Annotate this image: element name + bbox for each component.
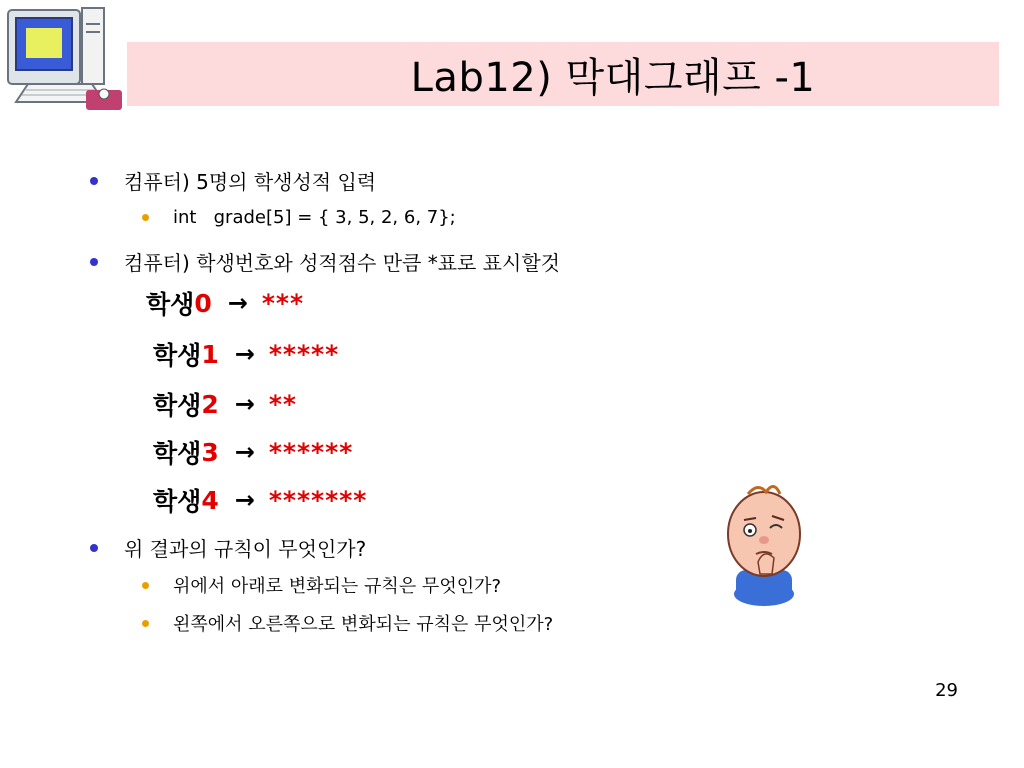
student-index: 4 (201, 485, 219, 515)
star-bar: ****** (268, 437, 354, 467)
student-index: 2 (201, 389, 219, 419)
bullet-text: 위 결과의 규칙이 무엇인가? (124, 537, 367, 561)
star-bar: ** (268, 389, 297, 419)
bullet-item-2 (90, 247, 560, 276)
arrow-right-icon: → (227, 289, 248, 317)
bullet-dot-icon (90, 258, 98, 266)
page-number: 29 (935, 680, 958, 701)
arrow-right-icon: → (234, 486, 255, 514)
student-row (153, 336, 339, 372)
student-row (153, 482, 367, 518)
student-row (146, 285, 304, 321)
title-bar (127, 42, 999, 106)
student-row (153, 386, 297, 422)
star-bar: ***** (268, 339, 340, 369)
bullet-dot-icon (90, 177, 98, 185)
arrow-right-icon: → (234, 340, 255, 368)
star-bar: ******* (268, 485, 368, 515)
star-bar: *** (261, 288, 305, 318)
student-label: 학생 (153, 487, 202, 516)
bullet-item-1 (90, 166, 376, 195)
computer-clipart-icon (4, 4, 124, 110)
thinking-boy-clipart (718, 478, 810, 608)
bullet-text: 위에서 아래로 변화되는 규칙은 무엇인가? (173, 576, 502, 597)
grade-array-code: int grade[5] = { 3, 5, 2, 6, 7}; (173, 207, 456, 228)
student-label: 학생 (153, 439, 202, 468)
student-label: 학생 (146, 290, 195, 319)
student-label: 학생 (153, 341, 202, 370)
student-index: 1 (201, 339, 219, 369)
bullet-dot-icon (90, 544, 98, 552)
student-label: 학생 (153, 391, 202, 420)
bullet-dot-icon (142, 582, 149, 589)
sub-bullet-item-2 (142, 572, 501, 598)
bullet-dot-icon (142, 620, 149, 627)
bullet-text: 왼쪽에서 오른쪽으로 변화되는 규칙은 무엇인가? (173, 614, 554, 635)
bullet-item-3 (90, 533, 366, 562)
arrow-right-icon: → (234, 390, 255, 418)
student-index: 0 (194, 288, 212, 318)
bullet-text: 컴퓨터) 학생번호와 성적점수 만큼 *표로 표시할것 (124, 251, 560, 275)
sub-bullet-item-3 (142, 610, 553, 636)
student-row (153, 434, 353, 470)
bullet-dot-icon (142, 214, 149, 221)
sub-bullet-item-1 (142, 207, 456, 228)
bullet-text: 컴퓨터) 5명의 학생성적 입력 (124, 170, 377, 194)
arrow-right-icon: → (234, 438, 255, 466)
student-index: 3 (201, 437, 219, 467)
slide-title: Lab12) 막대그래프 -1 (410, 54, 816, 101)
